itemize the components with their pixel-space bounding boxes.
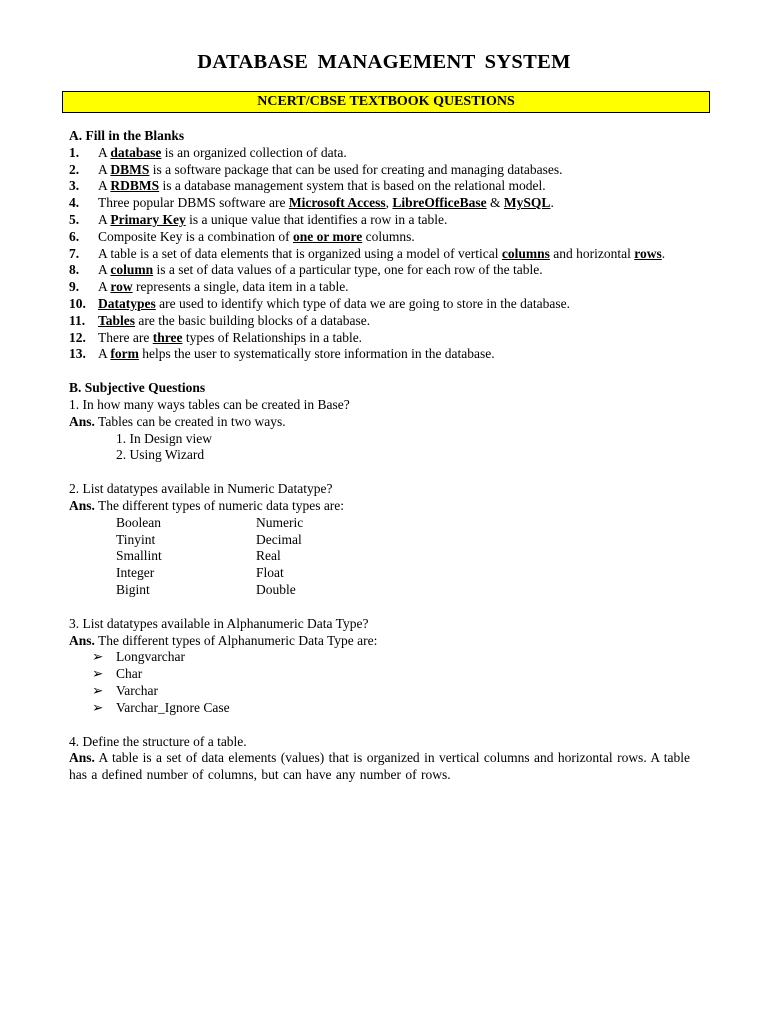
answer-1: Ans. Tables can be created in two ways. [69,413,286,429]
numeric-type: Float [256,565,284,581]
numeric-type: Smallint [116,548,162,564]
answer-keyword: Primary Key [110,211,186,227]
ans-label: Ans. [69,632,95,648]
numeric-type: Tinyint [116,531,156,547]
blank-item [69,296,690,313]
section-a-heading: A. Fill in the Blanks [69,128,185,143]
numeric-type: Double [256,581,296,597]
item-number: 2. [69,161,80,177]
answer-3: Ans. The different types of Alphanumeric Data Type are: [69,632,378,648]
item-text: are the basic building blocks of a database. [135,312,371,328]
question-2: 2. List datatypes available in Numeric Datatype? [69,481,333,497]
answer-keyword: Datatypes [98,295,156,311]
arrow-bullet-icon: ➢ [92,649,104,665]
item-number: 13. [69,346,86,362]
item-text: is a database management system that is based on the relational model. [159,178,546,194]
ans-label: Ans. [69,750,95,766]
item-text: helps the user to systematically store information in the database. [138,346,495,362]
item-text: A table is a set of data elements that is organized using a model of vertical [98,245,502,261]
answer-keyword: DBMS [110,161,150,177]
question-4: 4. Define the structure of a table. [69,733,247,749]
answer-keyword: rows [634,245,662,261]
item-text: columns. [362,228,415,244]
item-text: A [98,144,111,160]
answer-keyword: MySQL [503,195,551,211]
answer-keyword: RDBMS [110,178,160,194]
blank-item [69,195,690,212]
ans-label: Ans. [69,497,95,513]
answer-1-item: 2. Using Wizard [116,447,205,463]
item-number: 11. [69,312,86,328]
blank-item [69,262,690,279]
blank-item [69,313,690,330]
answer-1-item: 1. In Design view [116,430,212,446]
item-number: 3. [69,178,80,194]
question-1: 1. In how many ways tables can be created in Base? [69,396,350,412]
answer-keyword: three [152,329,183,345]
blank-item [69,229,690,246]
item-text: A [98,178,111,194]
numeric-type: Real [256,548,281,564]
answer-keyword: form [110,346,139,362]
item-number: 6. [69,228,80,244]
blank-item [69,246,690,263]
arrow-bullet-icon: ➢ [92,682,104,698]
item-text: A [98,279,111,295]
answer-keyword: LibreOfficeBase [392,195,487,211]
numeric-type: Integer [116,565,155,581]
blank-item [69,178,690,195]
item-text: A [98,161,111,177]
answer-keyword: row [110,279,133,295]
numeric-types-table [69,515,690,599]
answer-keyword: one or more [292,228,363,244]
item-text: are used to identify which type of data we are going to store in the database. [155,295,570,311]
item-number: 4. [69,195,80,211]
item-text: and horizontal [549,245,635,261]
answer-keyword: Tables [98,312,136,328]
item-text: is an organized collection of data. [161,144,347,160]
numeric-type: Boolean [116,514,161,530]
bullet-item: ➢ Varchar_Ignore Case [92,699,230,715]
question-3: 3. List datatypes available in Alphanumeric Data Type? [69,615,369,631]
ans-label: Ans. [69,413,95,429]
item-number: 9. [69,279,80,295]
blank-item [69,330,690,347]
bullet-item: ➢ Varchar [92,682,158,698]
item-text: , [385,195,393,211]
section-b-heading: B. Subjective Questions [69,380,206,396]
item-text: & [486,195,504,211]
item-text: . [661,245,666,261]
answer-keyword: database [110,144,162,160]
item-number: 12. [69,329,86,345]
answer-keyword: Microsoft Access [288,195,386,211]
fill-in-blanks-list [69,145,690,363]
item-text: There are [98,329,153,345]
item-number: 10. [69,295,86,311]
blank-item [69,212,690,229]
item-text: A [98,346,111,362]
arrow-bullet-icon: ➢ [92,699,104,715]
blank-item [69,145,690,162]
item-text: Composite Key is a combination of [98,228,293,244]
item-text: A [98,211,111,227]
bullet-item: ➢ Char [92,666,143,682]
item-text: is a software package that can be used for creating and managing databases. [149,161,563,177]
item-text: A [98,262,111,278]
answer-keyword: column [110,262,154,278]
item-text: represents a single, data item in a table. [132,279,349,295]
item-text: Three popular DBMS software are [98,195,289,211]
answer-2: Ans. The different types of numeric data types are: [69,497,345,513]
bullet-item: ➢ Longvarchar [92,649,185,665]
numeric-type: Numeric [256,514,304,530]
item-text: . [550,195,554,211]
item-number: 1. [69,144,80,160]
item-text: types of Relationships in a table. [182,329,363,345]
numeric-type: Bigint [116,581,150,597]
blank-item [69,346,690,363]
item-number: 8. [69,262,80,278]
document-title: DATABASE MANAGEMENT SYSTEM [197,51,571,73]
item-text: is a set of data values of a particular type, one for each row of the table. [153,262,543,278]
item-number: 5. [69,211,80,227]
blank-item [69,162,690,179]
section-banner: NCERT/CBSE TEXTBOOK QUESTIONS [62,91,710,113]
answer-4: Ans. A table is a set of data elements (values) that is organized in vertical columns and horizontal rows. A table has a defined number of columns, but can have any number of rows. [69,750,690,783]
arrow-bullet-icon: ➢ [92,666,104,682]
item-text: is a unique value that identifies a row in a table. [185,211,448,227]
numeric-type: Decimal [256,531,302,547]
blank-item [69,279,690,296]
document-body [69,128,690,784]
item-number: 7. [69,245,80,261]
answer-keyword: columns [501,245,550,261]
